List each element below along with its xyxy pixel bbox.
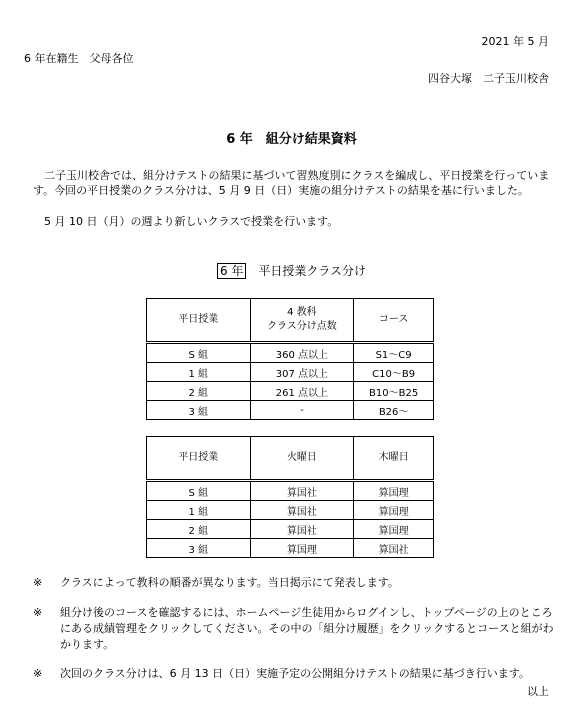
table-header-row <box>147 299 434 343</box>
grade-box: 6 年 <box>217 263 246 279</box>
table-cell: B26～ <box>354 401 434 420</box>
note-mark: ※ <box>33 667 43 680</box>
table-cell: 261 点以上 <box>250 382 354 401</box>
table-row <box>147 539 434 558</box>
note-text: 次回のクラス分けは、6 月 13 日（日）実施予定の公開組分けテストの結果に基づき行います。 <box>60 667 530 680</box>
table-row <box>147 501 434 520</box>
table-cell: 算国理 <box>354 520 434 539</box>
note-text: 組分け後のコースを確認するには、ホームページ生徒用からログインし、トップページの上のところにある成績管理をクリックしてください。その中の「組分け履歴」をクリックするとコースと組がわかります。 <box>60 606 554 651</box>
table-row <box>147 343 434 363</box>
table-cell: 2 組 <box>147 382 251 401</box>
closing-text: 以上 <box>527 685 549 698</box>
table-cell: 2 組 <box>147 520 251 539</box>
table-cell: 算国理 <box>250 539 354 558</box>
section-title <box>0 262 583 279</box>
table-cell: S1～C9 <box>354 343 434 363</box>
table-cell: 360 点以上 <box>250 343 354 363</box>
section-title-text: 平日授業クラス分け <box>258 264 367 278</box>
table-cell: - <box>250 401 354 420</box>
intro-paragraph: 二子玉川校舎では、組分けテストの結果に基づいて習熟度別にクラスを編成し、平日授業を行っています。今回の平日授業のクラス分けは、5 月 9 日（日）実施の組分けテストの結果を基に行いました。 <box>33 169 550 197</box>
table-header-row <box>147 437 434 481</box>
table-header-cell: 平日授業 <box>147 437 251 481</box>
table-cell: 算国理 <box>354 481 434 501</box>
table-header-cell: 平日授業 <box>147 299 251 343</box>
sender-line: 四谷大塚 二子玉川校舎 <box>428 72 549 85</box>
class-score-table <box>146 298 434 420</box>
table-row <box>147 382 434 401</box>
table-cell: 算国社 <box>354 539 434 558</box>
note-text: クラスによって教科の順番が異なります。当日掲示にて発表します。 <box>60 576 399 589</box>
document-date: 2021 年 5 月 <box>481 35 549 48</box>
table-cell: 1 組 <box>147 501 251 520</box>
table-header-cell: 火曜日 <box>250 437 354 481</box>
table-cell: 算国理 <box>354 501 434 520</box>
table-cell: 算国社 <box>250 481 354 501</box>
note-mark: ※ <box>33 576 43 589</box>
table-cell: 3 組 <box>147 539 251 558</box>
table-row <box>147 401 434 420</box>
table-header-cell: 4 教科 クラス分け点数 <box>250 299 354 343</box>
table-row <box>147 363 434 382</box>
document-title: 6 年 組分け結果資料 <box>226 132 357 147</box>
table-cell: 307 点以上 <box>250 363 354 382</box>
note-mark: ※ <box>33 606 43 619</box>
table-cell: C10～B9 <box>354 363 434 382</box>
table-cell: S 組 <box>147 343 251 363</box>
start-date-paragraph: 5 月 10 日（月）の週より新しいクラスで授業を行います。 <box>44 215 339 228</box>
table-cell: 算国社 <box>250 501 354 520</box>
table-cell: 算国社 <box>250 520 354 539</box>
table-header-cell: コース <box>354 299 434 343</box>
table-cell: S 組 <box>147 481 251 501</box>
table-row <box>147 520 434 539</box>
table-cell: 3 組 <box>147 401 251 420</box>
weekday-subject-table <box>146 436 434 558</box>
table-cell: B10～B25 <box>354 382 434 401</box>
recipient-line: 6 年在籍生 父母各位 <box>24 52 134 65</box>
table-row <box>147 481 434 501</box>
table-header-cell: 木曜日 <box>354 437 434 481</box>
table-cell: 1 組 <box>147 363 251 382</box>
